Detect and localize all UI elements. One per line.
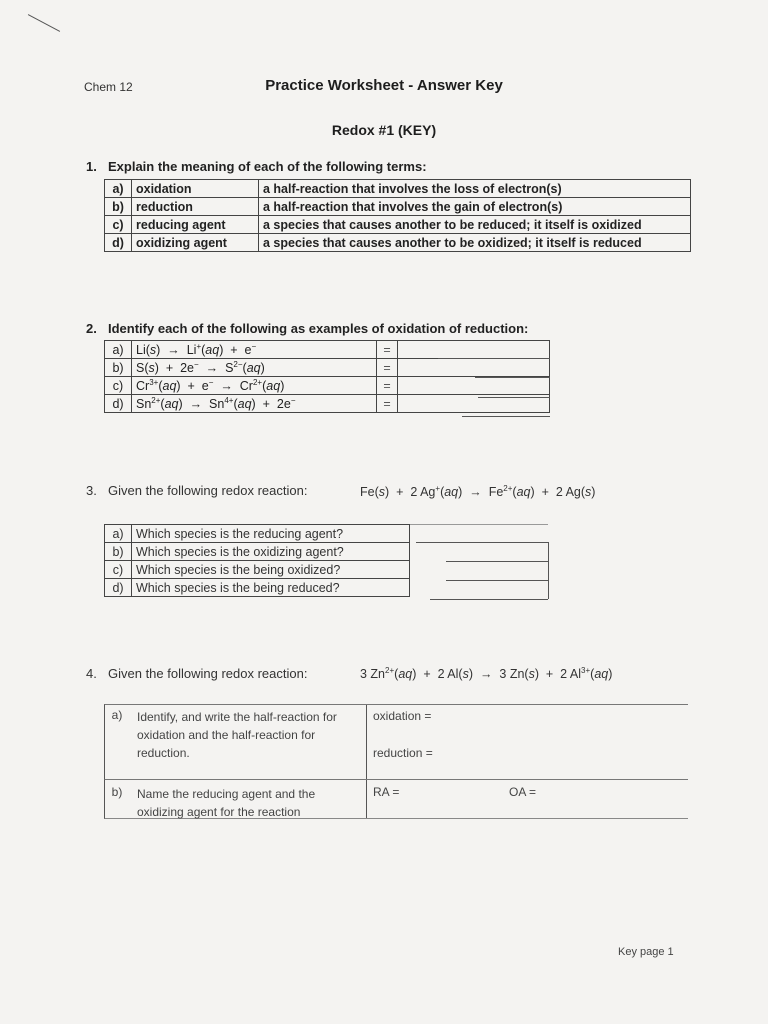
question-cell: Name the reducing agent and the oxidizing agent for the reaction xyxy=(137,787,316,819)
terms-table xyxy=(104,179,691,252)
half-reaction-cell: $Sn^{2+}(aq) \to Sn^{4+}(aq) + 2e^-$ xyxy=(132,395,377,413)
question-prompt: Given the following redox reaction: xyxy=(108,483,308,498)
definition-cell: a half-reaction that involves the gain of electron(s) xyxy=(259,198,691,216)
question-cell: Which species is the being oxidized? xyxy=(132,561,410,579)
table-row xyxy=(105,561,410,579)
page-title: Practice Worksheet - Answer Key xyxy=(265,77,503,94)
table-row xyxy=(104,779,688,819)
answer-line xyxy=(462,416,550,417)
question-cell: Which species is the oxidizing agent? xyxy=(132,543,410,561)
equals-cell: = xyxy=(377,395,398,413)
row-label: d) xyxy=(105,234,132,252)
question-cell: Which species is the being reduced? xyxy=(132,579,410,597)
pen-mark xyxy=(28,14,60,32)
row-label: a) xyxy=(111,708,123,722)
answer-line xyxy=(410,524,548,525)
row-label: b) xyxy=(105,198,132,216)
half-reaction-cell: Li(s) → Li+(aq) + e− xyxy=(132,341,377,359)
definition-cell: a species that causes another to be oxidized; it itself is reduced xyxy=(259,234,691,252)
row-label: c) xyxy=(105,377,132,395)
row-label: c) xyxy=(105,216,132,234)
answer-line xyxy=(478,397,550,398)
term-cell: oxidation xyxy=(132,180,259,198)
redox-reaction-equation: 3 $Zn^{2+}(aq) + 2$ Al(s) → 3 Zn(s) + 2 $Al^{3+}(aq)$ xyxy=(360,666,613,682)
term-cell: oxidizing agent xyxy=(132,234,259,252)
term-cell: reduction xyxy=(132,198,259,216)
reducing-agent-answer[interactable]: RA = xyxy=(373,785,400,799)
answer-cell[interactable] xyxy=(398,359,550,377)
answer-cell[interactable] xyxy=(398,377,550,395)
row-label: b) xyxy=(105,359,132,377)
table-row xyxy=(105,377,550,395)
column-divider xyxy=(366,705,367,779)
equals-cell: = xyxy=(377,359,398,377)
row-label: b) xyxy=(105,543,132,561)
row-label: a) xyxy=(105,341,132,359)
question-4-title xyxy=(86,666,307,681)
course-name: Chem 12 xyxy=(84,80,133,94)
table-row xyxy=(105,525,410,543)
table-row xyxy=(105,216,691,234)
reduction-answer[interactable]: reduction = xyxy=(373,746,433,760)
half-reaction-questions-table xyxy=(104,704,688,819)
question-number: 3. xyxy=(86,483,97,498)
column-divider xyxy=(366,780,367,818)
question-number: 2. xyxy=(86,321,97,336)
table-row xyxy=(104,704,688,779)
answer-line xyxy=(475,377,550,378)
question-number: 4. xyxy=(86,666,97,681)
definition-cell: a species that causes another to be reduced; it itself is oxidized xyxy=(259,216,691,234)
question-prompt: Given the following redox reaction: xyxy=(108,666,308,681)
question-2-title xyxy=(86,321,528,336)
term-cell: reducing agent xyxy=(132,216,259,234)
row-label: b) xyxy=(111,785,123,799)
oxidation-answer[interactable]: oxidation = xyxy=(373,709,432,723)
table-row xyxy=(105,341,550,359)
question-1-title xyxy=(86,159,427,174)
page-subtitle: Redox #1 (KEY) xyxy=(331,122,437,138)
row-label: d) xyxy=(105,579,132,597)
page-number: Key page 1 xyxy=(618,946,674,958)
answer-cell[interactable] xyxy=(398,341,550,359)
answer-line xyxy=(446,580,548,581)
table-row xyxy=(105,543,410,561)
table-row xyxy=(105,234,691,252)
table-row xyxy=(105,359,550,377)
half-reaction-cell: $Cr^{3+}(aq) + e^- \to Cr^{2+}(aq)$ xyxy=(132,377,377,395)
question-cell: Which species is the reducing agent? xyxy=(132,525,410,543)
equals-cell: = xyxy=(377,341,398,359)
answer-line xyxy=(446,561,548,562)
redox-species-table xyxy=(104,524,410,597)
definition-cell: a half-reaction that involves the loss of electron(s) xyxy=(259,180,691,198)
question-prompt: Explain the meaning of each of the following terms: xyxy=(108,159,427,174)
question-prompt: Identify each of the following as examples of oxidation of reduction: xyxy=(108,321,529,336)
answer-line xyxy=(438,358,550,359)
row-label: d) xyxy=(105,395,132,413)
question-cell: Identify, and write the half-reaction for oxidation and the half-reaction for reduction. xyxy=(137,710,337,760)
question-3-title xyxy=(86,483,307,498)
answer-line xyxy=(430,599,548,600)
question-number: 1. xyxy=(86,159,97,174)
oxidizing-agent-answer[interactable]: OA = xyxy=(509,785,537,799)
table-edge xyxy=(548,542,549,599)
redox-reaction-equation: Fe(s) + 2 $Ag^+(aq) \to Fe^{2+}(aq) + 2$ Ag(s) xyxy=(360,484,596,500)
row-label: c) xyxy=(105,561,132,579)
answer-line xyxy=(416,542,548,543)
row-label: a) xyxy=(105,180,132,198)
table-row xyxy=(105,180,691,198)
row-label: a) xyxy=(105,525,132,543)
table-row xyxy=(105,198,691,216)
table-row xyxy=(105,579,410,597)
equals-cell: = xyxy=(377,377,398,395)
half-reaction-cell: $S(s) + 2e^- \to S^{2-}(aq)$ xyxy=(132,359,377,377)
